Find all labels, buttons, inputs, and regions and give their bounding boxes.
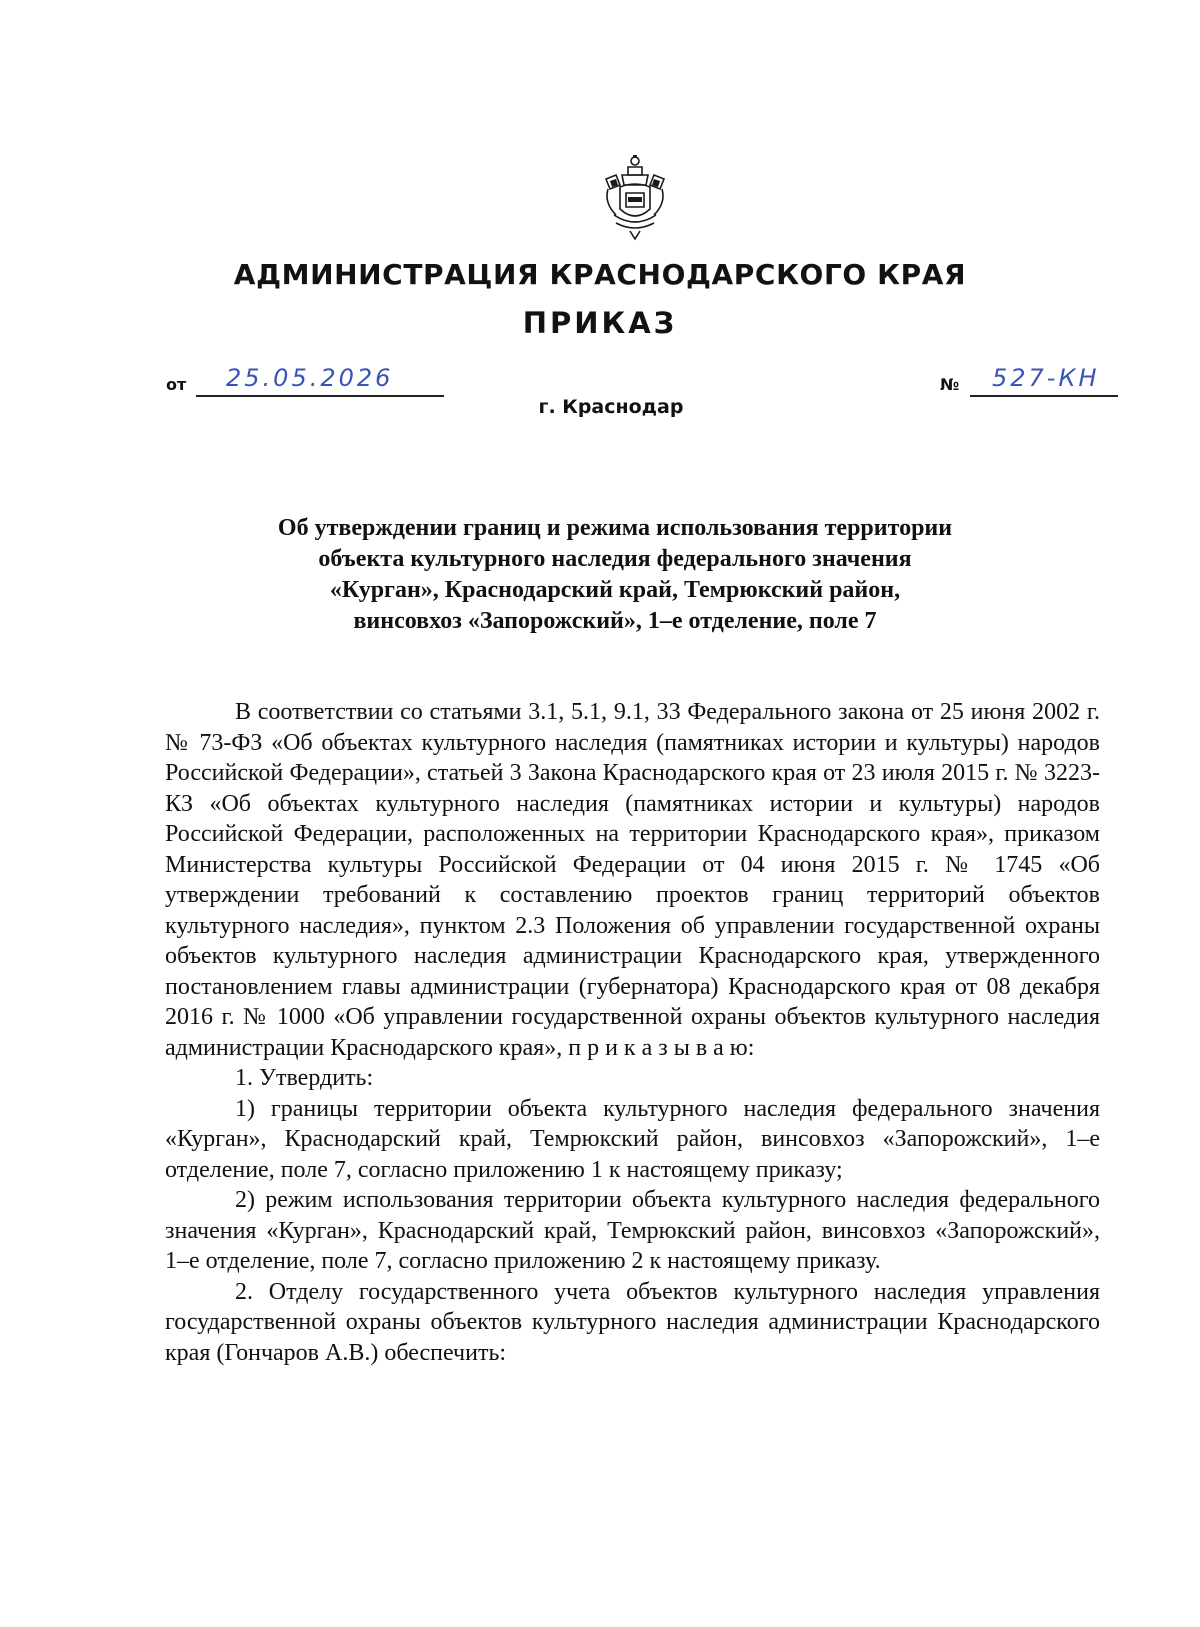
title-line: винсовхоз «Запорожский», 1–е отделение, поле 7 (353, 608, 877, 634)
date-handwritten: 25.05.2026 (226, 364, 394, 392)
item-1: 1. Утвердить: (235, 1065, 374, 1091)
document-title (150, 513, 1080, 637)
document-body (165, 697, 1100, 1368)
coat-of-arms-icon (600, 153, 670, 245)
item-1-1: 1) границы территории объекта культурного наследия федерального значения «Курган», Краснодарский край, Темрюкский район, винсовхоз «Запорожский», 1–е отделение, поле 7, согласно приложению 1 к настоящему приказу; (165, 1095, 1100, 1183)
item-2: 2. Отделу государственного учета объектов культурного наследия управления государственной охраны объектов культурного наследия администрации Краснодарского края (Гончаров А.В.) обеспечить: (165, 1278, 1100, 1366)
city: г. Краснодар (538, 396, 684, 418)
date-label: от (166, 375, 187, 394)
preamble-paragraph: В соответствии со статьями 3.1, 5.1, 9.1, 33 Федерального закона от 25 июня 2002 г. № 73-ФЗ «Об объектах культурного наследия (памятниках истории и культуры) народов Российской Федерации», статьей 3 Закона Краснодарского края от 23 июля 2015 г. № 3223-КЗ «Об объектах культурного наследия (памятниках истории и культуры) народов Российской Федерации, расположенных на территории Краснодарского края», приказом Министерства культуры Российской Федерации от 04 июня 2015 г. № 1745 «Об утверждении требований к составлению проектов границ территорий объектов культурного наследия», пунктом 2.3 Положения об управлении государственной охраны объектов культурного наследия администрации Краснодарского края, утвержденного постановлением главы администрации (губернатора) Краснодарского края от 08 декабря 2016 г. № 1000 «Об управлении государственной охраны объектов культурного наследия администрации Краснодарского края», п р и к а з ы в а ю: (165, 699, 1100, 1061)
title-line: объекта культурного наследия федерального значения (318, 546, 912, 572)
number-handwritten: 527-КН (992, 364, 1100, 392)
title-line: «Курган», Краснодарский край, Темрюкский район, (329, 577, 901, 603)
number-label: № (940, 375, 960, 394)
title-line: Об утверждении границ и режима использования территории (277, 515, 953, 541)
item-1-2: 2) режим использования территории объекта культурного наследия федерального значения «Курган», Краснодарский край, Темрюкский район, винсовхоз «Запорожский», 1–е отделение, поле 7, согласно приложению 2 к настоящему приказу. (165, 1187, 1100, 1274)
document-type: ПРИКАЗ (522, 306, 678, 340)
organization-name: АДМИНИСТРАЦИЯ КРАСНОДАРСКОГО КРАЯ (233, 258, 967, 291)
